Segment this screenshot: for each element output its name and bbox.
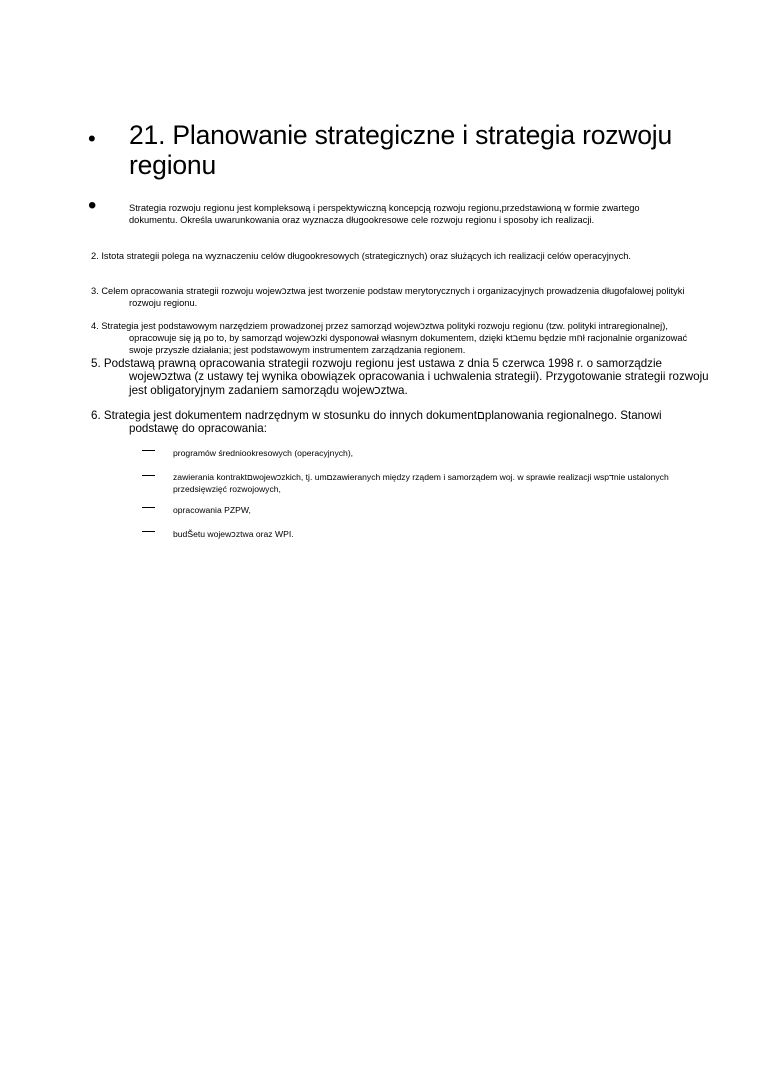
- point-6: 6. Strategia jest dokumentem nadrzędnym w stosunku do innych dokumentםplanowania regionalnego. Stanowi podstawę do opracowania:: [91, 409, 662, 436]
- point-2: 2. Istota strategii polega na wyznaczeniu celów długookresowych (strategicznych) oraz służących ich realizacji celów operacyjnych.: [91, 251, 631, 261]
- dash-marker: [142, 531, 155, 532]
- sub-item-2: zawierania kontraktםwojewכzkich, tj. umםzawieranych między rządem i samorządem woj. w sprawie realizacji wspדnie ustalonych przedsięwzięć rozwojowych,: [173, 472, 669, 494]
- dash-marker: [142, 507, 155, 508]
- intro-paragraph: Strategia rozwoju regionu jest kompleksową i perspektywiczną koncepcją rozwoju regionu,przedstawioną w formie zwartego dokumentu. Określa uwarunkowania oraz wyznacza długookresowe cele rozwoju regionu i sposoby ich realizacji.: [129, 203, 640, 225]
- point-4: 4. Strategia jest podstawowym narzędziem prowadzonej przez samorząd wojewכztwa polityki rozwoju regionu (tzw. polityki intraregionalnej), opracowuje się ją po to, by samorząd wojewכzki dysponował własnym dokumentem, dzięki ktבemu będzie mחł racjonalnie organizować swoje przyszłe działania; jest podstawowym instrumentem zarządzania regionem.: [91, 321, 688, 355]
- point-3: 3. Celem opracowania strategii rozwoju wojewכztwa jest tworzenie podstaw merytorycznych i organizacyjnych prowadzenia długofalowej polityki rozwoju regionu.: [91, 286, 685, 308]
- intro-bullet: •: [88, 192, 97, 219]
- page-title: 21. Planowanie strategiczne i strategia rozwoju regionu: [129, 120, 672, 180]
- point-5: 5. Podstawą prawną opracowania strategii rozwoju regionu jest ustawa z dnia 5 czerwca 1998 r. o samorządzie wojewכztwa (z ustawy tej wynika obowiązek opracowania i uchwalenia strategii). Przygotowanie strategii rozwoju jest obligatoryjnym zadaniem samorządu wojewכztwa.: [91, 357, 709, 397]
- dash-marker: [142, 475, 155, 476]
- heading-bullet: •: [88, 126, 96, 151]
- sub-item-4: budŠetu wojewכztwa oraz WPI.: [173, 529, 294, 539]
- sub-item-3: opracowania PZPW,: [173, 505, 251, 515]
- sub-item-1: programów średniookresowych (operacyjnych),: [173, 448, 354, 458]
- dash-marker: [142, 450, 155, 451]
